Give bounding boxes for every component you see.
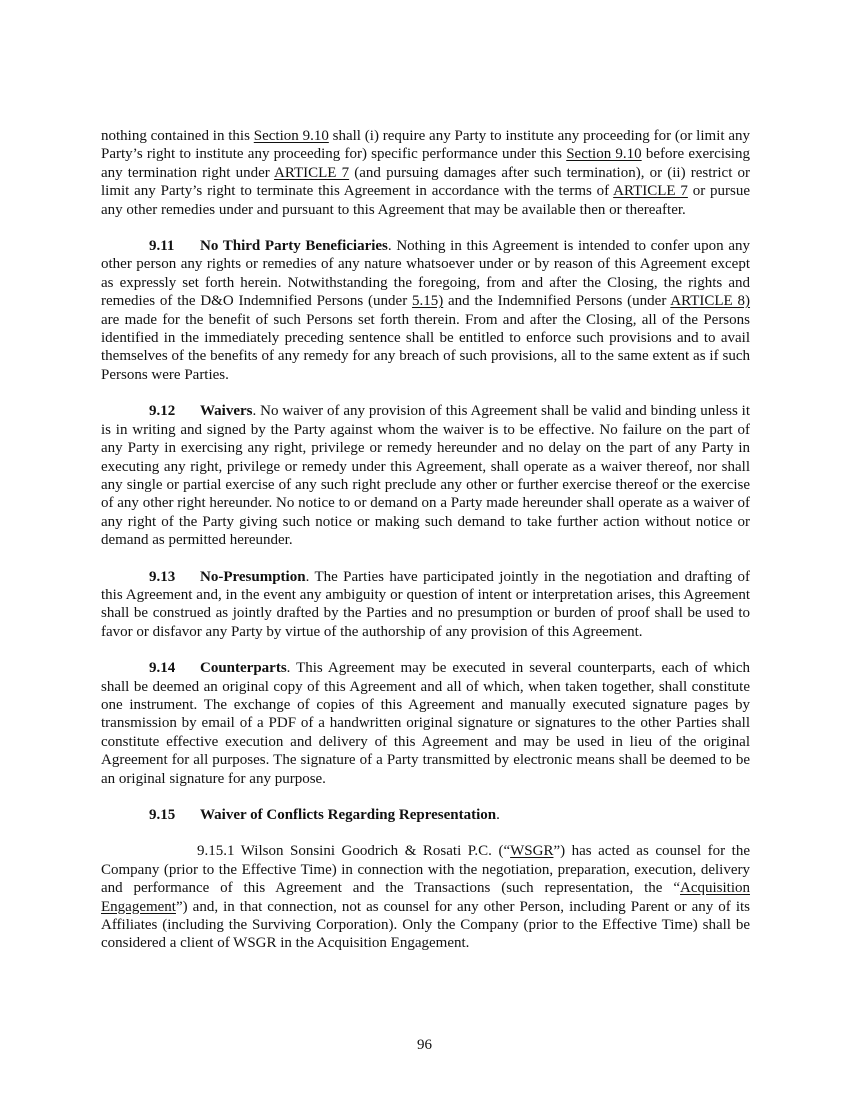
section-number: 9.15 [149, 807, 176, 823]
text: . The Parties have participated jointly in the negotiation and drafting of this Agreement and, in the event any ambiguity or question of intent or interpretation arises, this Agreement shall be construed as jointly drafted by the Parties and no presumption or burden of proof shall be used to favor or disfavor any Party by virtue of the authorship of any provision of this Agreement. [101, 568, 750, 640]
text: are made for the benefit of such Persons set forth therein. From and after the Closing, all of the Persons identified in the immediately preceding sentence shall be entitled to enforce such provisions and to avail themselves of the benefits of any remedy for any breach of such provisions, all to the same extent as if such Persons were Parties. [101, 311, 750, 383]
section-number: 9.13 [149, 568, 176, 585]
text: Wilson Sonsini Goodrich & Rosati P.C. (“ [234, 843, 511, 860]
section-number: 9.12 [149, 403, 176, 420]
defined-term: Acquisition Engagement [101, 880, 750, 915]
document-page [101, 127, 750, 971]
article-reference-link[interactable]: ARTICLE 8) [670, 293, 751, 310]
section-heading: Waiver of Conflicts Regarding Representation [200, 807, 497, 823]
text: or pursue any other remedies under and pursuant to this Agreement that may be available then or thereafter. [101, 183, 750, 218]
section-number: 9.14 [149, 660, 176, 677]
subsection-number: 9.15.1 [197, 843, 235, 860]
section-9-11 [101, 237, 750, 384]
text: . [496, 807, 500, 823]
paragraph-9-10-continuation [101, 127, 750, 219]
section-9-12 [101, 402, 750, 549]
article-reference-link[interactable]: ARTICLE 7 [274, 164, 350, 181]
article-reference-link[interactable]: ARTICLE 7 [613, 183, 688, 200]
section-heading: Waivers [200, 403, 253, 420]
section-heading: No Third Party Beneficiaries [200, 238, 388, 255]
section-reference-link[interactable]: 5.15) [411, 293, 444, 310]
section-heading: No-Presumption [200, 568, 306, 585]
section-reference-link[interactable]: Section 9.10 [253, 128, 329, 144]
text: . This Agreement may be executed in several counterparts, each of which shall be deemed an original copy of this Agreement and all of which, when taken together, shall constitute one instrument. The exchange of copies of this Agreement and manually executed signature pages by transmission by email of a PDF of a handwritten original signature or signatures to the other Parties shall constitute effective execution and delivery of this Agreement and may be used in lieu of the original Agreement for all purposes. The signature of a Party transmitted by electronic means shall be deemed to be an original signature for any purpose. [101, 660, 750, 787]
text: . Nothing in this Agreement is intended to confer upon any other person any rights or remedies of any nature whatsoever under or by reason of this Agreement except as expressly set forth herein. Notwithstanding the foregoing, from and after the Closing, the rights and remedies of the D&O Indemnified Persons (under [101, 238, 750, 310]
section-9-15 [101, 806, 750, 824]
section-reference-link[interactable]: Section 9.10 [566, 146, 642, 163]
text: shall (i) require any Party to institute any proceeding for (or limit any Party’s right to institute any proceeding for) specific performance under this [101, 128, 750, 163]
section-heading: Counterparts [200, 660, 287, 677]
section-number: 9.11 [149, 238, 175, 255]
defined-term: WSGR [510, 843, 554, 860]
section-9-15-1 [101, 842, 750, 952]
text: . No waiver of any provision of this Agreement shall be valid and binding unless it is in writing and signed by the Party against whom the waiver is to be effective. No failure on the part of any Party in exercising any right, privilege or remedy hereunder and no delay on the part of any Party in executing any right, privilege or remedy under this Agreement, shall operate as a waiver thereof, nor shall any single or partial exercise of any such right preclude any other or further exercise thereof or the exercise of any other right hereunder. No notice to or demand on a Party made hereunder shall operate as a waiver of any right of the Party giving such notice or making such demand to take further action without notice or demand as permitted hereunder. [101, 403, 750, 549]
text: and the Indemnified Persons (under [443, 293, 671, 310]
page-number: 96 [417, 1037, 432, 1053]
section-9-13 [101, 568, 750, 642]
text: before exercising any termination right under [101, 146, 750, 181]
text: (and pursuing damages after such termination), or (ii) restrict or limit any Party’s right to terminate this Agreement in accordance with the terms of [101, 164, 751, 200]
text: ”) and, in that connection, not as counsel for any other Person, including Parent or any of its Affiliates (including the Surviving Corporation). Only the Company (prior to the Effective Time) shall be considered a client of WSGR in the Acquisition Engagement. [101, 898, 750, 952]
text: nothing contained in this [101, 128, 254, 144]
section-9-14 [101, 659, 750, 788]
text: ”) has acted as counsel for the Company (prior to the Effective Time) in connection with the negotiation, preparation, execution, delivery and performance of this Agreement and the Transactions (such representation, the “ [101, 843, 750, 897]
